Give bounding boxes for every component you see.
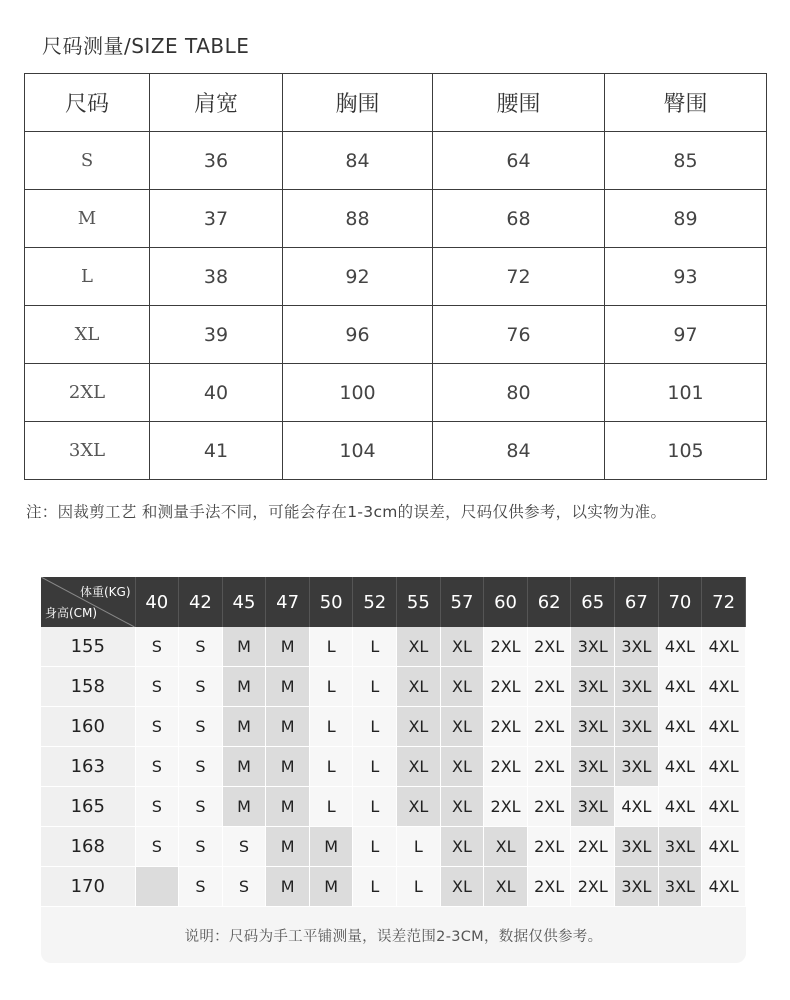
size-recommendation-cell: L <box>353 787 397 827</box>
header-waist: 腰围 <box>433 74 605 132</box>
weight-header-cell: 50 <box>309 577 353 627</box>
size-recommendation-cell: 4XL <box>658 667 702 707</box>
size-recommendation-cell: 3XL <box>571 627 615 667</box>
size-recommendation-cell: L <box>309 667 353 707</box>
size-recommendation-cell: 2XL <box>527 787 571 827</box>
size-recommendation-cell: 4XL <box>658 627 702 667</box>
size-recommendation-cell: M <box>222 667 266 707</box>
measurement-cell: 92 <box>283 248 433 306</box>
size-recommendation-cell: 3XL <box>571 707 615 747</box>
measurement-cell: 89 <box>605 190 767 248</box>
size-recommendation-cell: 4XL <box>702 707 746 747</box>
corner-header <box>41 577 135 627</box>
size-recommendation-cell: 4XL <box>658 787 702 827</box>
size-recommendation-cell: XL <box>397 667 441 707</box>
size-recommendation-cell: M <box>266 707 310 747</box>
size-recommendation-cell: 3XL <box>571 787 615 827</box>
size-recommendation-cell: 3XL <box>615 867 659 907</box>
height-weight-panel <box>41 577 746 963</box>
measurement-cell: 72 <box>433 248 605 306</box>
size-label-cell: M <box>25 190 150 248</box>
size-recommendation-cell: 3XL <box>615 627 659 667</box>
size-recommendation-cell: 3XL <box>571 667 615 707</box>
size-recommendation-cell: M <box>266 627 310 667</box>
size-recommendation-cell: XL <box>440 747 484 787</box>
size-recommendation-cell: XL <box>397 707 441 747</box>
size-recommendation-cell: 4XL <box>702 667 746 707</box>
size-recommendation-cell: XL <box>440 707 484 747</box>
page-title: 尺码测量/SIZE TABLE <box>42 34 250 58</box>
size-recommendation-cell: M <box>266 787 310 827</box>
size-label-cell: 2XL <box>25 364 150 422</box>
size-recommendation-cell: 2XL <box>527 667 571 707</box>
measurement-cell: 93 <box>605 248 767 306</box>
size-recommendation-cell: S <box>179 867 223 907</box>
size-recommendation-cell: 4XL <box>658 747 702 787</box>
weight-header-cell: 47 <box>266 577 310 627</box>
size-recommendation-cell: M <box>309 827 353 867</box>
size-recommendation-cell: S <box>135 627 179 667</box>
size-recommendation-cell: 3XL <box>615 747 659 787</box>
measurement-cell: 64 <box>433 132 605 190</box>
size-recommendation-cell: 4XL <box>702 747 746 787</box>
weight-header-cell: 52 <box>353 577 397 627</box>
size-recommendation-cell: L <box>353 627 397 667</box>
size-recommendation-cell: XL <box>484 867 528 907</box>
height-row <box>41 747 746 787</box>
size-recommendation-cell: XL <box>397 627 441 667</box>
size-recommendation-cell: XL <box>440 667 484 707</box>
size-recommendation-cell: 2XL <box>484 627 528 667</box>
size-recommendation-cell: 2XL <box>484 667 528 707</box>
size-recommendation-cell: 4XL <box>702 627 746 667</box>
height-axis-label: 身高(CM) <box>45 606 98 620</box>
size-table-header-row <box>25 74 767 132</box>
measurement-cell: 80 <box>433 364 605 422</box>
size-recommendation-cell: 3XL <box>615 667 659 707</box>
size-recommendation-cell: L <box>309 787 353 827</box>
weight-axis-label: 体重(KG) <box>79 585 131 599</box>
height-row <box>41 787 746 827</box>
height-cell: 160 <box>41 707 135 747</box>
measurement-cell: 100 <box>283 364 433 422</box>
size-recommendation-cell: S <box>135 667 179 707</box>
measurement-cell: 84 <box>283 132 433 190</box>
height-weight-table <box>41 577 746 907</box>
height-row <box>41 667 746 707</box>
weight-header-cell: 62 <box>527 577 571 627</box>
size-recommendation-cell: 2XL <box>527 707 571 747</box>
size-recommendation-cell: M <box>222 707 266 747</box>
height-row <box>41 827 746 867</box>
size-recommendation-cell: S <box>135 747 179 787</box>
size-recommendation-cell: L <box>353 827 397 867</box>
size-recommendation-cell: L <box>353 747 397 787</box>
measurement-cell: 38 <box>150 248 283 306</box>
size-recommendation-cell: S <box>179 787 223 827</box>
header-shoulder: 肩宽 <box>150 74 283 132</box>
size-recommendation-cell: M <box>309 867 353 907</box>
weight-header-cell: 65 <box>571 577 615 627</box>
size-recommendation-cell: M <box>266 747 310 787</box>
size-table-row <box>25 422 767 480</box>
size-recommendation-cell: 2XL <box>484 707 528 747</box>
size-table-row <box>25 132 767 190</box>
size-recommendation-cell: XL <box>484 827 528 867</box>
height-cell: 165 <box>41 787 135 827</box>
size-recommendation-cell: 3XL <box>658 827 702 867</box>
measurement-cell: 76 <box>433 306 605 364</box>
panel-note: 说明：尺码为手工平铺测量，误差范围2-3CM，数据仅供参考。 <box>184 929 603 945</box>
weight-header-cell: 57 <box>440 577 484 627</box>
size-recommendation-cell: XL <box>440 787 484 827</box>
measurement-cell: 85 <box>605 132 767 190</box>
height-cell: 158 <box>41 667 135 707</box>
height-row <box>41 867 746 907</box>
height-row <box>41 627 746 667</box>
measurement-cell: 104 <box>283 422 433 480</box>
size-recommendation-cell: M <box>266 867 310 907</box>
size-recommendation-cell: XL <box>440 627 484 667</box>
size-label-cell: 3XL <box>25 422 150 480</box>
header-hip: 臀围 <box>605 74 767 132</box>
measurement-cell: 96 <box>283 306 433 364</box>
size-recommendation-cell: 3XL <box>571 747 615 787</box>
size-recommendation-cell: L <box>353 667 397 707</box>
size-label-cell: XL <box>25 306 150 364</box>
size-recommendation-cell: 3XL <box>615 707 659 747</box>
size-table-row <box>25 248 767 306</box>
measurement-cell: 37 <box>150 190 283 248</box>
weight-header-cell: 72 <box>702 577 746 627</box>
weight-header-cell: 42 <box>179 577 223 627</box>
measurement-cell: 84 <box>433 422 605 480</box>
size-table-row <box>25 306 767 364</box>
size-recommendation-cell: 4XL <box>658 707 702 747</box>
size-recommendation-cell: S <box>179 627 223 667</box>
measurement-cell: 41 <box>150 422 283 480</box>
height-cell: 155 <box>41 627 135 667</box>
size-recommendation-cell: L <box>309 627 353 667</box>
measurement-cell: 101 <box>605 364 767 422</box>
size-recommendation-cell: XL <box>397 787 441 827</box>
measurement-cell: 88 <box>283 190 433 248</box>
size-recommendation-cell: XL <box>440 827 484 867</box>
size-recommendation-cell: 4XL <box>702 827 746 867</box>
header-size: 尺码 <box>25 74 150 132</box>
size-recommendation-cell: S <box>179 667 223 707</box>
size-recommendation-cell: 2XL <box>571 867 615 907</box>
measurement-cell: 36 <box>150 132 283 190</box>
measurement-cell: 105 <box>605 422 767 480</box>
weight-header-row <box>41 577 746 627</box>
size-recommendation-cell: XL <box>440 867 484 907</box>
measurement-cell: 40 <box>150 364 283 422</box>
size-recommendation-cell: L <box>397 867 441 907</box>
size-recommendation-cell: 4XL <box>615 787 659 827</box>
measurement-cell: 68 <box>433 190 605 248</box>
size-recommendation-cell: L <box>353 707 397 747</box>
size-recommendation-cell: 2XL <box>484 747 528 787</box>
size-recommendation-cell: 4XL <box>702 867 746 907</box>
size-recommendation-cell: S <box>135 787 179 827</box>
size-recommendation-cell: S <box>179 707 223 747</box>
size-recommendation-cell: XL <box>397 747 441 787</box>
size-recommendation-cell: M <box>266 667 310 707</box>
size-recommendation-cell: M <box>222 787 266 827</box>
measurement-cell: 97 <box>605 306 767 364</box>
size-recommendation-cell: M <box>222 747 266 787</box>
size-table-row <box>25 364 767 422</box>
measurement-cell: 39 <box>150 306 283 364</box>
size-recommendation-cell: M <box>222 627 266 667</box>
size-recommendation-cell: S <box>135 707 179 747</box>
measurement-note: 注：因裁剪工艺 和测量手法不同，可能会存在1-3cm的误差，尺码仅供参考，以实物为准。 <box>26 503 667 521</box>
size-recommendation-cell: S <box>179 827 223 867</box>
size-recommendation-cell: 2XL <box>527 867 571 907</box>
size-recommendation-cell: M <box>266 827 310 867</box>
size-label-cell: L <box>25 248 150 306</box>
size-recommendation-cell: S <box>222 827 266 867</box>
weight-header-cell: 67 <box>615 577 659 627</box>
height-cell: 170 <box>41 867 135 907</box>
size-recommendation-cell: 2XL <box>527 627 571 667</box>
size-recommendation-cell: S <box>222 867 266 907</box>
size-recommendation-cell <box>135 867 179 907</box>
header-chest: 胸围 <box>283 74 433 132</box>
size-recommendation-cell: L <box>397 827 441 867</box>
size-recommendation-cell: 4XL <box>702 787 746 827</box>
size-recommendation-cell: 3XL <box>658 867 702 907</box>
size-recommendation-cell: 3XL <box>615 827 659 867</box>
size-recommendation-cell: L <box>309 747 353 787</box>
size-recommendation-cell: 2XL <box>527 747 571 787</box>
size-recommendation-cell: 2XL <box>571 827 615 867</box>
size-recommendation-cell: 2XL <box>527 827 571 867</box>
size-recommendation-cell: 2XL <box>484 787 528 827</box>
size-recommendation-cell: L <box>309 707 353 747</box>
size-recommendation-cell: S <box>135 827 179 867</box>
weight-header-cell: 55 <box>397 577 441 627</box>
size-recommendation-cell: L <box>353 867 397 907</box>
height-cell: 163 <box>41 747 135 787</box>
height-cell: 168 <box>41 827 135 867</box>
weight-header-cell: 45 <box>222 577 266 627</box>
height-row <box>41 707 746 747</box>
size-table <box>24 73 767 480</box>
weight-header-cell: 70 <box>658 577 702 627</box>
size-recommendation-cell: S <box>179 747 223 787</box>
weight-header-cell: 40 <box>135 577 179 627</box>
size-label-cell: S <box>25 132 150 190</box>
size-table-row <box>25 190 767 248</box>
weight-header-cell: 60 <box>484 577 528 627</box>
